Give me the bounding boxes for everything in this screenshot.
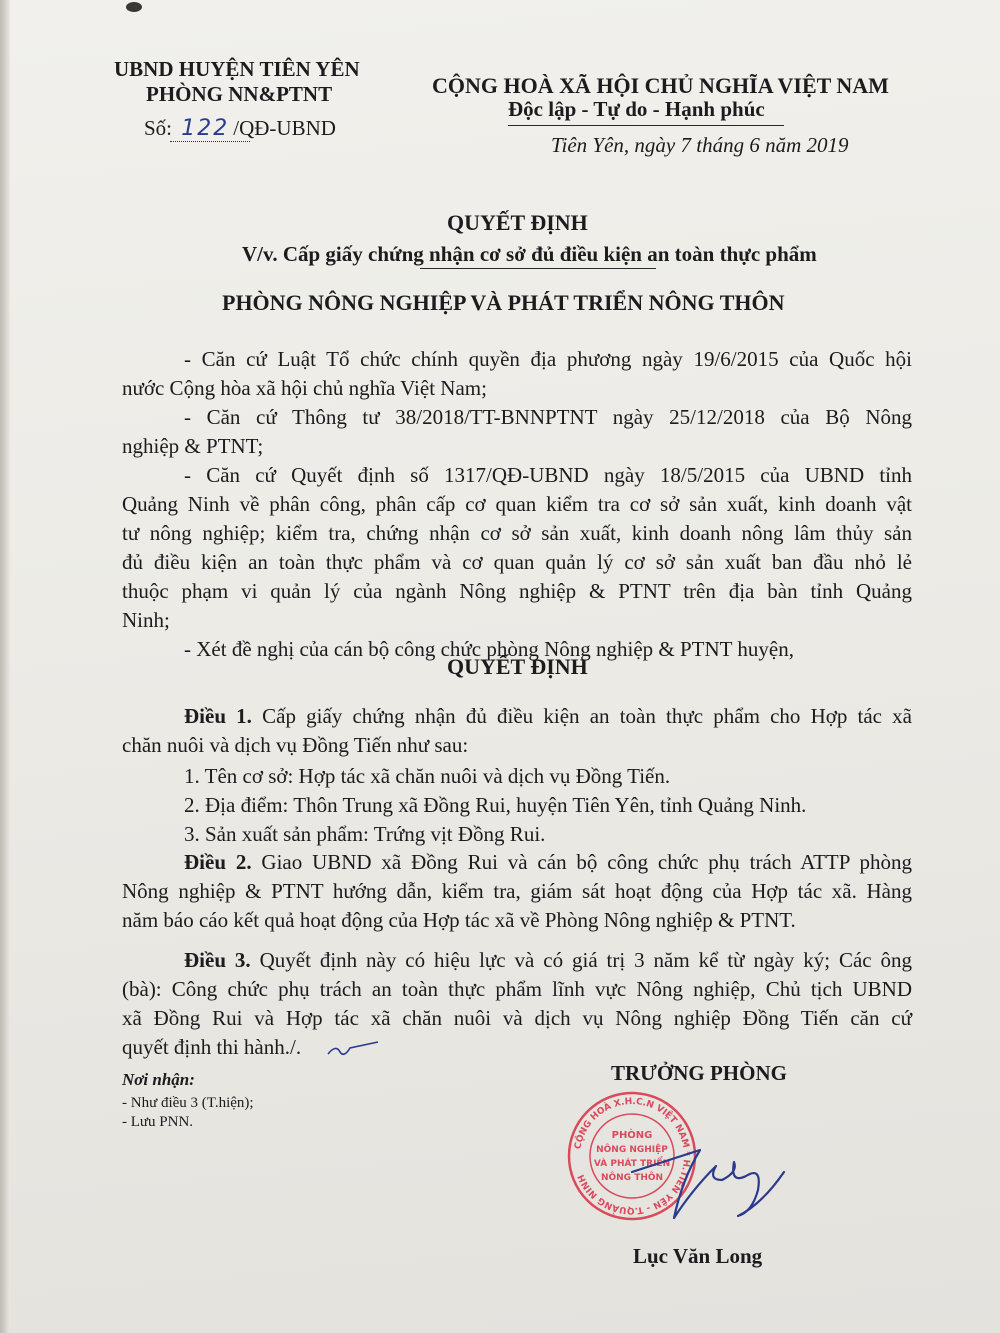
seal-center-1: PHÒNG xyxy=(611,1130,653,1141)
punch-hole xyxy=(126,2,142,12)
handwritten-signature xyxy=(612,1120,792,1230)
place-date: Tiên Yên, ngày 7 tháng 6 năm 2019 xyxy=(551,133,849,157)
article-1-line1 xyxy=(122,702,912,731)
signer-position: TRƯỞNG PHÒNG xyxy=(611,1061,787,1085)
basis-1-line1: - Căn cứ Luật Tổ chức chính quyền địa phương ngày 19/6/2015 của Quốc hội xyxy=(184,347,912,371)
article-3-line1 xyxy=(122,946,912,975)
recipient-2: - Lưu PNN. xyxy=(122,1114,194,1130)
nation-title: CỘNG HOÀ XÃ HỘI CHỦ NGHĨA VIỆT NAM xyxy=(432,73,889,98)
recipients-label: Nơi nhận: xyxy=(122,1070,195,1089)
national-motto: Độc lập - Tự do - Hạnh phúc xyxy=(508,97,765,121)
article-3 xyxy=(122,946,912,1062)
basis-3-line6: Ninh; xyxy=(122,608,170,632)
issuing-authority: PHÒNG NÔNG NGHIỆP VÀ PHÁT TRIỂN NÔNG THÔN xyxy=(222,290,785,315)
page-edge xyxy=(0,0,10,1333)
article-3-text1: Quyết định này có hiệu lực và có giá trị 3 năm kể từ ngày ký; Các ông xyxy=(250,948,913,972)
motto-underline xyxy=(508,125,784,126)
basis-1-line2: nước Cộng hòa xã hội chủ nghĩa Việt Nam; xyxy=(122,376,487,400)
seal-center-3: VÀ PHÁT TRIỂN xyxy=(593,1159,671,1169)
article-1 xyxy=(122,702,912,849)
article-1-line2: chăn nuôi và dịch vụ Đồng Tiến như sau: xyxy=(122,733,469,757)
article-1-label: Điều 1. xyxy=(184,704,252,728)
article-2 xyxy=(122,848,912,935)
document-title: QUYẾT ĐỊNH xyxy=(447,210,588,235)
seal-center-2: NÔNG NGHIỆP xyxy=(596,1145,668,1155)
article-1-item2: 2. Địa điểm: Thôn Trung xã Đồng Rui, huyện Tiên Yên, tỉnh Quảng Ninh. xyxy=(184,793,807,817)
basis-3-line5: thuộc phạm vi quản lý của ngành Nông nghiệp & PTNT trên địa bàn tỉnh Quảng xyxy=(122,579,912,603)
number-prefix: Số: xyxy=(144,116,173,140)
article-2-label: Điều 2. xyxy=(184,850,252,874)
issuer-org-line1: UBND HUYỆN TIÊN YÊN xyxy=(114,57,360,81)
number-dotted-line xyxy=(170,141,250,143)
seal-center-4: NÔNG THÔN xyxy=(600,1173,664,1183)
document-subject: V/v. Cấp giấy chứng nhận cơ sở đủ điều kiện an toàn thực phẩm xyxy=(242,242,817,266)
basis-4-line1: - Xét đề nghị của cán bộ công chức phòng Nông nghiệp & PTNT huyện, xyxy=(184,637,794,661)
number-handwritten: 122 xyxy=(181,116,230,141)
legal-bases xyxy=(122,345,912,664)
basis-3-line4: đủ điều kiện an toàn thực phẩm và cơ quan quản lý cơ sở sản xuất ban đầu nhỏ lẻ xyxy=(122,550,912,574)
recipient-1: - Như điều 3 (T.hiện); xyxy=(122,1095,254,1111)
issuer-org-line2: PHÒNG NN&PTNT xyxy=(146,82,333,106)
basis-2-line2: nghiệp & PTNT; xyxy=(122,434,264,458)
handwritten-mark xyxy=(326,1036,382,1062)
basis-2-line1: - Căn cứ Thông tư 38/2018/TT-BNNPTNT ngày 25/12/2018 của Bộ Nông xyxy=(184,405,912,429)
article-2-line2: Nông nghiệp & PTNT hướng dẫn, kiểm tra, giám sát hoạt động của Hợp tác xã. Hàng xyxy=(122,879,912,903)
article-1-item1: 1. Tên cơ sở: Hợp tác xã chăn nuôi và dịch vụ Đồng Tiến. xyxy=(184,764,671,788)
basis-3-line2: Quảng Ninh về phân công, phân cấp cơ quan kiểm tra cơ sở sản xuất, kinh doanh vật xyxy=(122,492,912,516)
decision-heading: QUYẾT ĐỊNH xyxy=(447,654,588,679)
article-3-line4: quyết định thi hành./. xyxy=(122,1035,302,1059)
article-1-text1: Cấp giấy chứng nhận đủ điều kiện an toàn thực phẩm cho Hợp tác xã xyxy=(251,704,913,728)
article-2-line3: năm báo cáo kết quả hoạt động của Hợp tác xã về Phòng Nông nghiệp & PTNT. xyxy=(122,908,796,932)
article-3-label: Điều 3. xyxy=(184,948,251,972)
signer-name: Lục Văn Long xyxy=(633,1244,763,1268)
basis-3-line3: tư nông nghiệp; kiểm tra, chứng nhận cơ sở sản xuất, kinh doanh nông lâm thủy sản xyxy=(122,521,912,545)
basis-3-line1: - Căn cứ Quyết định số 1317/QĐ-UBND ngày 18/5/2015 của UBND tỉnh xyxy=(184,463,912,487)
seal-ring-text: CỘNG HOÀ X.H.C.N VIỆT NAM * H.TIÊN YÊN - T.QUẢNG NINH xyxy=(573,1096,692,1216)
document-number xyxy=(144,116,336,141)
article-3-line2: (bà): Công chức phụ trách an toàn thực phẩm lĩnh vực Nông nghiệp, Chủ tịch UBND xyxy=(122,977,912,1001)
article-3-line3: xã Đồng Rui và Hợp tác xã chăn nuôi và dịch vụ Nông nghiệp Đồng Tiến căn cứ xyxy=(122,1006,912,1030)
subject-underline xyxy=(420,268,656,269)
article-2-line1 xyxy=(122,848,912,877)
article-2-text1: Giao UBND xã Đồng Rui và cán bộ công chức phụ trách ATTP phòng xyxy=(251,850,912,874)
article-1-item3: 3. Sản xuất sản phẩm: Trứng vịt Đồng Rui. xyxy=(184,822,546,846)
number-suffix: /QĐ-UBND xyxy=(233,116,336,140)
